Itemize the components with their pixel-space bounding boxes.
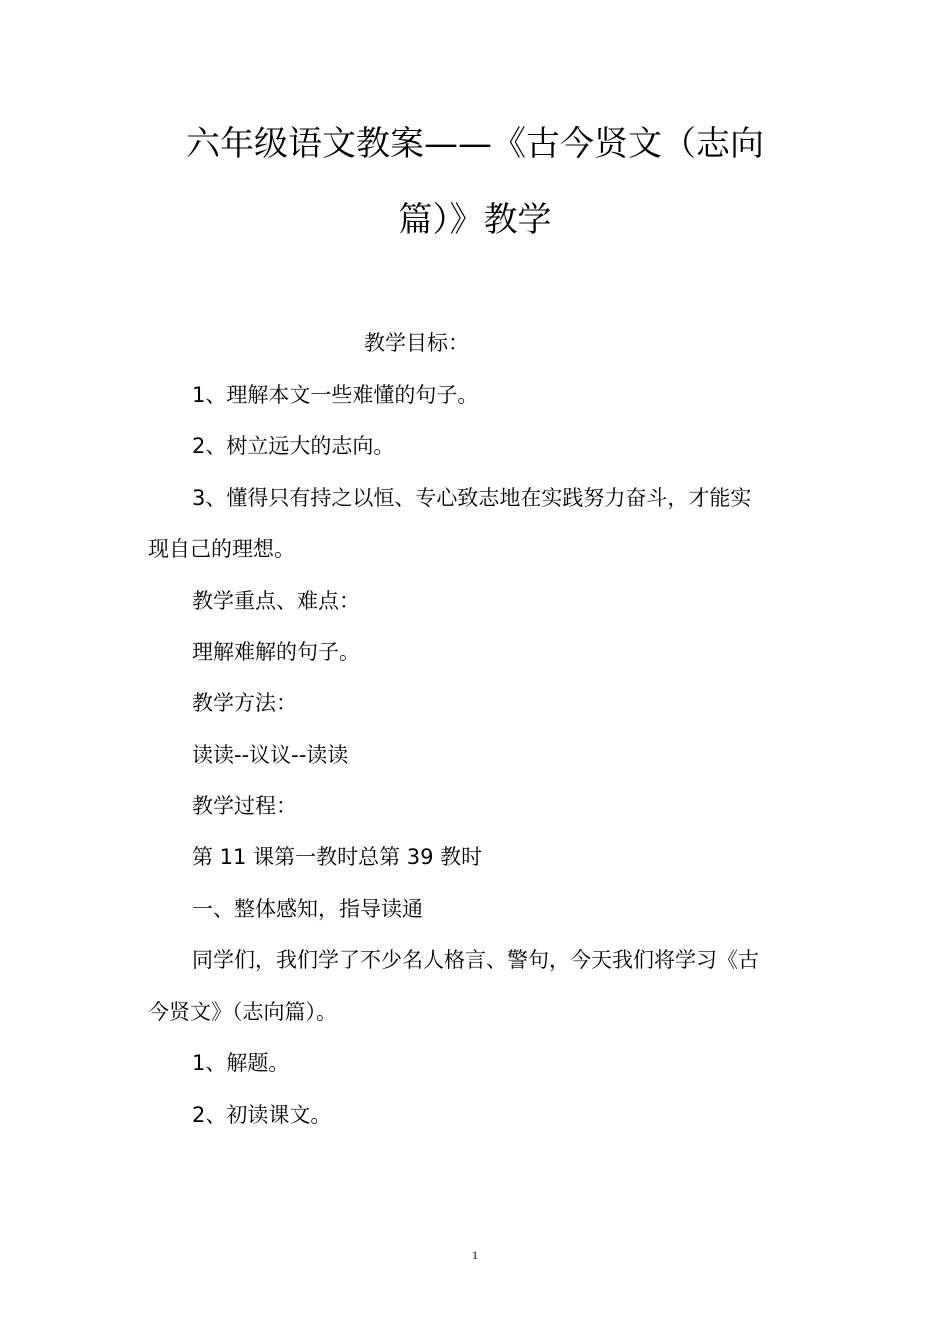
document-title-line-2: 篇）》教学	[398, 200, 552, 240]
method-heading: 教学方法：	[192, 691, 297, 715]
intro-line-2: 今贤文》（志向篇）。	[148, 1000, 337, 1024]
goal-2: 2、树立远大的志向。	[192, 434, 395, 458]
goal-3-line-1: 3、懂得只有持之以恒、专心致志地在实践努力奋斗，才能实	[192, 486, 752, 510]
page-number: 1	[472, 1248, 478, 1262]
step-1: 1、解题。	[192, 1051, 290, 1075]
intro-line-1: 同学们，我们学了不少名人格言、警句，今天我们将学习《古	[192, 948, 759, 972]
document-title-line-1: 六年级语文教案——《古今贤文（志向	[186, 124, 764, 164]
goals-heading: 教学目标：	[364, 331, 469, 355]
lesson-info: 第 11 课第一教时总第 39 教时	[192, 845, 483, 869]
section-1-heading: 一、整体感知，指导读通	[192, 897, 423, 921]
goal-1: 1、理解本文一些难懂的句子。	[192, 383, 479, 407]
goal-3-line-2: 现自己的理想。	[148, 537, 295, 561]
keypoints-text: 理解难解的句子。	[192, 640, 360, 664]
step-2: 2、初读课文。	[192, 1103, 332, 1127]
keypoints-heading: 教学重点、难点：	[192, 589, 360, 613]
process-heading: 教学过程：	[192, 794, 297, 818]
method-text: 读读--议议--读读	[192, 743, 349, 767]
